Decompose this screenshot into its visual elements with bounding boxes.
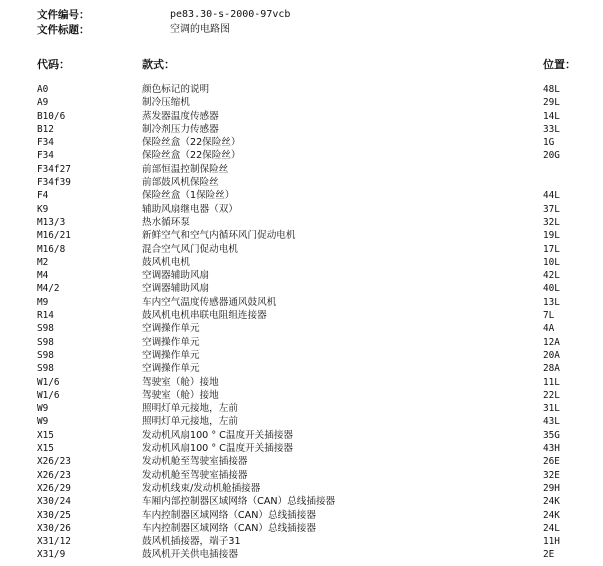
row-description: 发动机舱至驾驶室插接器 xyxy=(142,456,248,468)
row-position: 11L xyxy=(543,376,560,388)
table-row xyxy=(0,296,603,309)
table-row xyxy=(0,149,603,162)
row-position: 11H xyxy=(543,536,560,548)
row-description: 鼓风机电机串联电阻组连接器 xyxy=(142,310,267,322)
row-description: 制冷剂压力传感器 xyxy=(142,123,219,135)
row-code: X31/9 xyxy=(37,549,66,561)
table-row xyxy=(0,522,603,535)
table-row xyxy=(0,229,603,242)
row-description: 新鲜空气和空气内循环风门促动电机 xyxy=(142,230,296,242)
row-description: 车内控制器区域网络（CAN）总线插接器 xyxy=(142,522,316,534)
table-row xyxy=(0,535,603,548)
row-description: 鼓风机开关供电插接器 xyxy=(142,549,238,561)
row-position: 28A xyxy=(543,363,560,375)
row-description: 照明灯单元接地，左前 xyxy=(142,403,238,415)
row-position: 7L xyxy=(543,310,555,322)
row-description: 车内空气温度传感器通风鼓风机 xyxy=(142,296,277,308)
row-code: F34f27 xyxy=(37,163,71,175)
row-code: K9 xyxy=(37,203,49,215)
table-row xyxy=(0,509,603,522)
column-header-description: 款式： xyxy=(142,58,175,71)
row-position: 43H xyxy=(543,443,560,455)
row-code: X30/24 xyxy=(37,496,71,508)
table-row xyxy=(0,110,603,123)
row-position: 33L xyxy=(543,123,560,135)
table-row xyxy=(0,243,603,256)
table-row xyxy=(0,163,603,176)
row-code: S98 xyxy=(37,349,54,361)
table-row xyxy=(0,495,603,508)
table-row xyxy=(0,309,603,322)
row-code: F34f39 xyxy=(37,177,71,189)
row-position: 19L xyxy=(543,230,560,242)
row-description: 驾驶室（舱）接地 xyxy=(142,376,219,388)
row-position: 32E xyxy=(543,469,560,481)
row-description: 空调操作单元 xyxy=(142,349,200,361)
row-code: X26/23 xyxy=(37,456,71,468)
row-description: 保险丝盒（22保险丝） xyxy=(142,150,241,162)
row-position: 42L xyxy=(543,270,560,282)
row-code: F34 xyxy=(37,150,54,162)
row-description: 车内控制器区域网络（CAN）总线插接器 xyxy=(142,509,316,521)
table-row xyxy=(0,469,603,482)
row-position: 22L xyxy=(543,389,560,401)
row-description: 辅助风扇继电器（双） xyxy=(142,203,238,215)
row-description: 保险丝盒（1保险丝） xyxy=(142,190,235,202)
table-row xyxy=(0,282,603,295)
file-title-label: 文件标题： xyxy=(37,24,90,36)
row-position: 40L xyxy=(543,283,560,295)
row-code: S98 xyxy=(37,363,54,375)
row-description: 热水循环泵 xyxy=(142,216,190,228)
row-code: M13/3 xyxy=(37,216,66,228)
file-title-value: 空调的电路图 xyxy=(170,24,230,35)
row-position: 14L xyxy=(543,110,560,122)
table-row xyxy=(0,362,603,375)
row-position: 48L xyxy=(543,84,560,95)
row-code: X30/26 xyxy=(37,522,71,534)
row-description: 空调操作单元 xyxy=(142,323,200,335)
row-position: 24K xyxy=(543,496,560,508)
table-row xyxy=(0,96,603,109)
table-row xyxy=(0,256,603,269)
table-row xyxy=(0,442,603,455)
row-code: B12 xyxy=(37,123,54,135)
table-row xyxy=(0,322,603,335)
row-code: W1/6 xyxy=(37,389,60,401)
row-code: M2 xyxy=(37,256,49,268)
row-code: A0 xyxy=(37,84,49,95)
table-row xyxy=(0,349,603,362)
table-row xyxy=(0,176,603,189)
row-description: 空调器辅助风扇 xyxy=(142,270,210,282)
row-position: 29H xyxy=(543,482,560,494)
row-description: 发动机线束/发动机舱插接器 xyxy=(142,482,261,494)
table-row xyxy=(0,269,603,282)
row-position: 32L xyxy=(543,216,560,228)
table-row xyxy=(0,136,603,149)
row-code: S98 xyxy=(37,336,54,348)
row-position: 20A xyxy=(543,349,560,361)
row-code: X30/25 xyxy=(37,509,71,521)
row-description: 空调操作单元 xyxy=(142,336,200,348)
row-position: 10L xyxy=(543,256,560,268)
row-description: 颜色标记的说明 xyxy=(142,84,210,95)
table-row xyxy=(0,429,603,442)
row-description: 空调器辅助风扇 xyxy=(142,283,210,295)
column-header-code: 代码： xyxy=(37,58,70,71)
component-table xyxy=(0,83,603,562)
row-position: 44L xyxy=(543,190,560,202)
table-row xyxy=(0,376,603,389)
row-position: 26E xyxy=(543,456,560,468)
row-code: X15 xyxy=(37,443,54,455)
row-position: 35G xyxy=(543,429,560,441)
row-code: S98 xyxy=(37,323,54,335)
row-description: 制冷压缩机 xyxy=(142,97,190,109)
row-position: 4A xyxy=(543,323,555,335)
row-description: 发动机风扇100 ° C温度开关插接器 xyxy=(142,443,294,455)
row-code: X15 xyxy=(37,429,54,441)
row-position: 17L xyxy=(543,243,560,255)
column-header-position: 位置： xyxy=(543,58,576,71)
row-code: M4/2 xyxy=(37,283,60,295)
row-position: 1G xyxy=(543,137,555,149)
row-position: 29L xyxy=(543,97,560,109)
row-description: 发动机舱至驾驶室插接器 xyxy=(142,469,248,481)
row-description: 驾驶室（舱）接地 xyxy=(142,389,219,401)
row-code: A9 xyxy=(37,97,49,109)
table-row xyxy=(0,402,603,415)
row-description: 车厢内部控制器区域网络（CAN）总线插接器 xyxy=(142,496,336,508)
table-row xyxy=(0,336,603,349)
row-description: 鼓风机插接器，端子31 xyxy=(142,536,241,548)
row-code: W9 xyxy=(37,403,49,415)
row-description: 前部恒温控制保险丝 xyxy=(142,163,229,175)
row-position: 24K xyxy=(543,509,560,521)
row-code: W1/6 xyxy=(37,376,60,388)
table-row xyxy=(0,482,603,495)
table-row xyxy=(0,203,603,216)
file-number-value: pe83.30-s-2000-97vcb xyxy=(170,9,291,20)
row-code: B10/6 xyxy=(37,110,66,122)
row-code: M4 xyxy=(37,270,49,282)
table-row xyxy=(0,389,603,402)
row-code: R14 xyxy=(37,310,54,322)
table-row xyxy=(0,455,603,468)
table-row xyxy=(0,123,603,136)
row-code: W9 xyxy=(37,416,49,428)
row-position: 20G xyxy=(543,150,560,162)
row-description: 照明灯单元接地，左前 xyxy=(142,416,238,428)
table-row xyxy=(0,83,603,96)
row-position: 31L xyxy=(543,403,560,415)
row-description: 鼓风机电机 xyxy=(142,256,190,268)
table-row xyxy=(0,548,603,561)
row-code: F4 xyxy=(37,190,49,202)
row-position: 13L xyxy=(543,296,560,308)
file-number-label: 文件编号： xyxy=(37,9,90,21)
row-description: 前部鼓风机保险丝 xyxy=(142,177,219,189)
row-description: 混合空气风门促动电机 xyxy=(142,243,238,255)
row-description: 空调操作单元 xyxy=(142,363,200,375)
row-position: 2E xyxy=(543,549,555,561)
table-row xyxy=(0,189,603,202)
row-description: 保险丝盒（22保险丝） xyxy=(142,137,241,149)
row-description: 发动机风扇100 ° C温度开关插接器 xyxy=(142,429,294,441)
row-position: 12A xyxy=(543,336,560,348)
row-code: X31/12 xyxy=(37,536,71,548)
row-position: 37L xyxy=(543,203,560,215)
row-code: X26/29 xyxy=(37,482,71,494)
row-code: M16/21 xyxy=(37,230,71,242)
row-position: 43L xyxy=(543,416,560,428)
row-code: M9 xyxy=(37,296,49,308)
row-code: M16/8 xyxy=(37,243,66,255)
row-description: 蒸发器温度传感器 xyxy=(142,110,219,122)
table-row xyxy=(0,415,603,428)
row-position: 24L xyxy=(543,522,560,534)
table-row xyxy=(0,216,603,229)
row-code: F34 xyxy=(37,137,54,149)
row-code: X26/23 xyxy=(37,469,71,481)
